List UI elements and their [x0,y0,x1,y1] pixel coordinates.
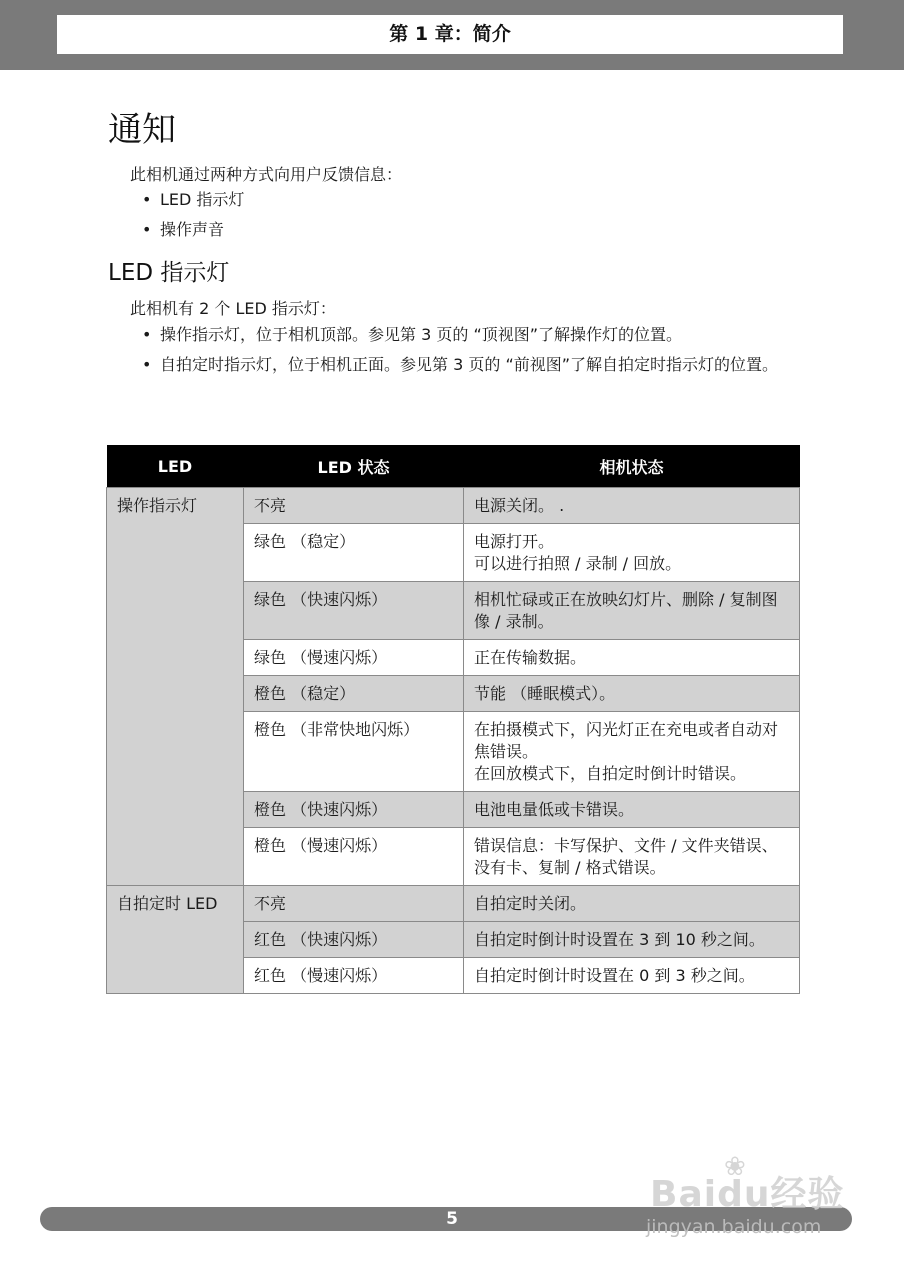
camera-state-line: 相机忙碌或正在放映幻灯片、删除 / 复制图像 / 录制。 [474,590,778,631]
led-state-cell: 不亮 [244,488,464,524]
table-header-row [107,445,800,488]
led-state-cell: 红色 （慢速闪烁） [244,958,464,994]
camera-state-line: 自拍定时关闭。 [474,894,587,913]
list-item: • 操作声音 [130,218,244,242]
camera-state-line: 可以进行拍照 / 录制 / 回放。 [474,554,682,573]
camera-state-line: 电池电量低或卡错误。 [474,800,635,819]
led-state-cell: 绿色 （慢速闪烁） [244,640,464,676]
camera-state-cell [464,712,800,792]
list-item: • 操作指示灯，位于相机顶部。参见第 3 页的 “顶视图”了解操作灯的位置。 [130,323,800,347]
header-led-state: LED 状态 [244,445,464,488]
led-state-cell: 橙色 （慢速闪烁） [244,828,464,886]
section-intro: 此相机通过两种方式向用户反馈信息： [130,165,403,184]
paw-icon: ❀ [724,1152,746,1182]
led-state-cell: 橙色 （快速闪烁） [244,792,464,828]
table-body [107,488,800,994]
camera-state-cell [464,792,800,828]
led-section-intro: 此相机有 2 个 LED 指示灯： [130,299,336,318]
camera-state-cell [464,886,800,922]
camera-state-cell [464,582,800,640]
chapter-title: 第 1 章：简介 [57,15,843,54]
section-title: 通知 [108,110,176,150]
camera-state-line: 节能 （睡眠模式）。 [474,684,616,703]
camera-state-cell [464,958,800,994]
table-row [107,886,800,922]
camera-state-cell [464,676,800,712]
header-led: LED [107,445,244,488]
led-state-cell: 不亮 [244,886,464,922]
camera-state-cell [464,828,800,886]
camera-state-line: 正在传输数据。 [474,648,587,667]
led-section-title: LED 指示灯 [108,260,230,286]
watermark-url: jingyan.baidu.com [646,1216,822,1238]
led-name-cell: 操作指示灯 [107,488,244,886]
camera-state-line: 在拍摄模式下，闪光灯正在充电或者自动对焦错误。 [474,720,779,761]
led-name-cell: 自拍定时 LED [107,886,244,994]
table-row [107,488,800,524]
list-item: • 自拍定时指示灯，位于相机正面。参见第 3 页的 “前视图”了解自拍定时指示灯的位置。 [130,353,800,377]
led-state-cell: 红色 （快速闪烁） [244,922,464,958]
list-item: • LED 指示灯 [130,188,244,212]
led-state-cell: 橙色 （非常快地闪烁） [244,712,464,792]
camera-state-line: 电源关闭。 . [474,496,565,515]
camera-state-cell [464,488,800,524]
led-state-cell: 橙色 （稳定） [244,676,464,712]
header-camera-state: 相机状态 [464,445,800,488]
camera-state-cell [464,640,800,676]
watermark [640,1152,860,1240]
camera-state-line: 自拍定时倒计时设置在 3 到 10 秒之间。 [474,930,765,949]
camera-state-line: 在回放模式下，自拍定时倒计时错误。 [474,764,747,783]
led-list [130,323,800,383]
led-state-cell: 绿色 （稳定） [244,524,464,582]
page-number: 5 [446,1209,458,1229]
camera-state-line: 错误信息：卡写保护、文件 / 文件夹错误、没有卡、复制 / 格式错误。 [474,836,778,877]
camera-state-line: 自拍定时倒计时设置在 0 到 3 秒之间。 [474,966,755,985]
led-status-table [106,445,800,994]
camera-state-cell [464,524,800,582]
watermark-logo: Baidu经验 [650,1174,845,1215]
camera-state-line: 电源打开。 [474,532,555,551]
camera-state-cell [464,922,800,958]
feedback-list [130,188,244,248]
led-state-cell: 绿色 （快速闪烁） [244,582,464,640]
